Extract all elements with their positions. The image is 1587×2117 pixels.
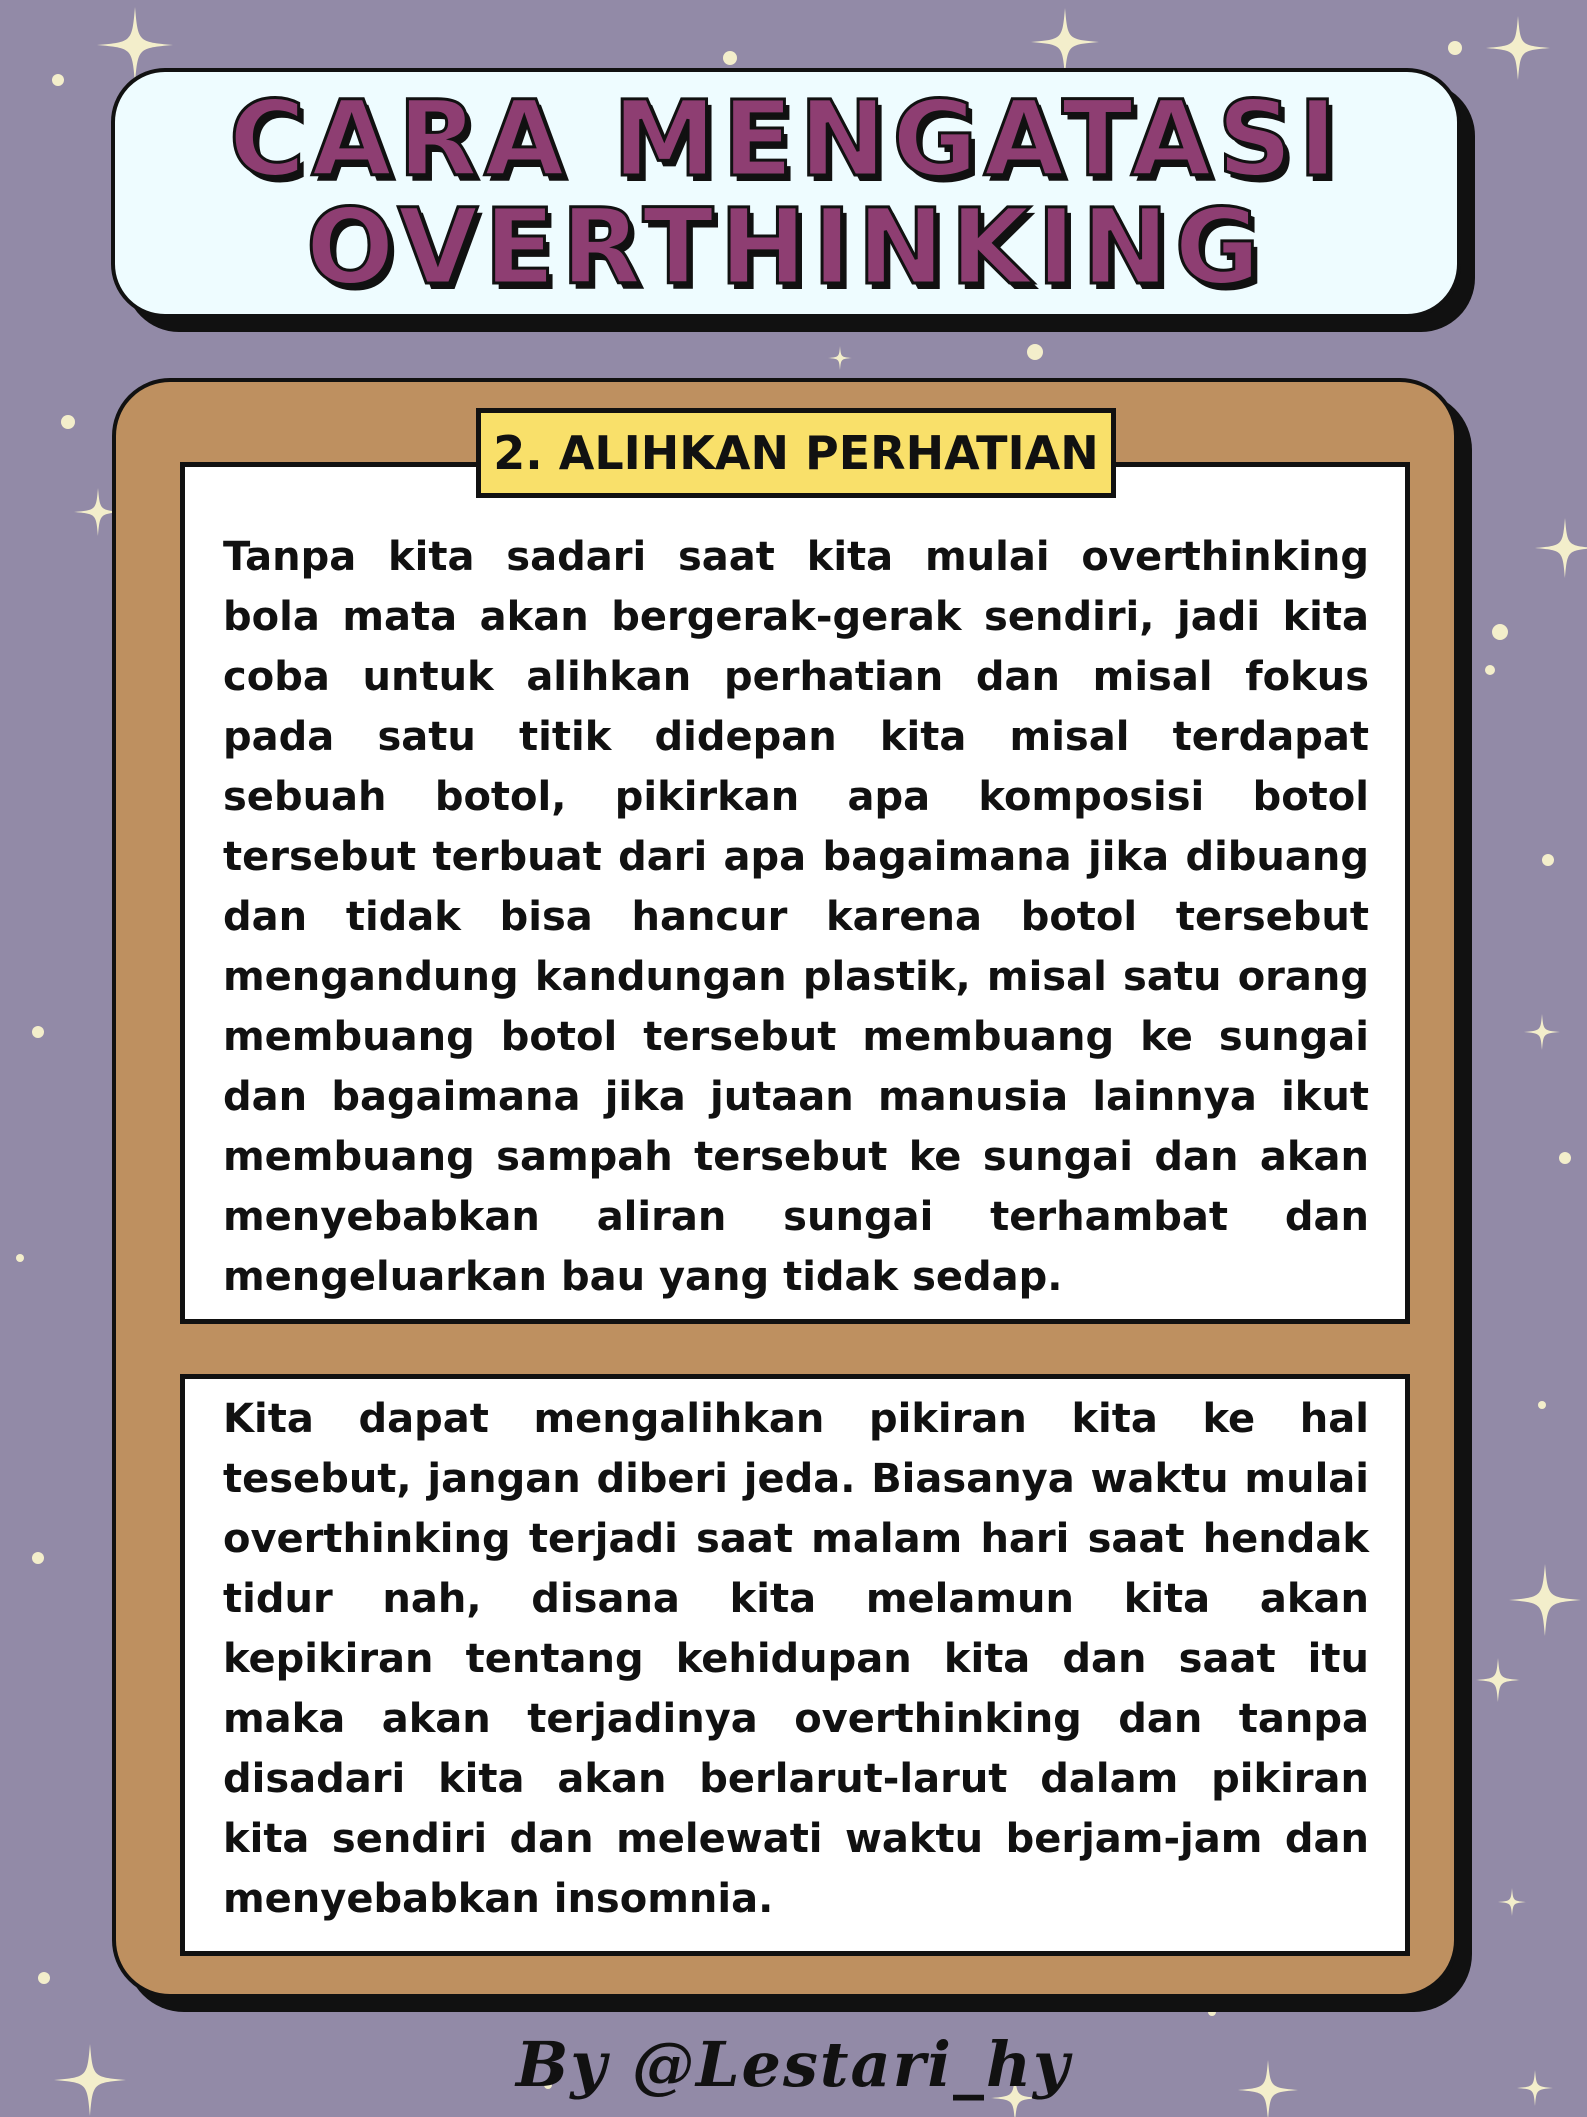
sparkle-icon — [1498, 1888, 1526, 1916]
paragraph-2: Kita dapat mengalihkan pikiran kita ke hal tesebut, jangan diberi jeda. Biasanya waktu mulai overthinking terjadi saat malam hari saat hendak tidur nah, disana kita melamun kita akan kepikiran tentang kehidupan kita dan saat itu maka akan terjadinya overthinking dan tanpa disadari kita akan berlarut-larut dalam pikiran kita sendiri dan melewati waktu berjam-jam dan menyebabkan insomnia. — [223, 1396, 1369, 1922]
section-label: 2. ALIHKAN PERHATIAN — [476, 408, 1116, 498]
sparkle-icon — [1476, 1658, 1520, 1702]
content-board — [112, 378, 1458, 1998]
paragraph-1: Tanpa kita sadari saat kita mulai overthinking bola mata akan bergerak-gerak sendiri, jadi kita coba untuk alihkan perhatian dan misal fokus pada satu titik didepan kita misal terdapat sebuah botol, pikirkan apa komposisi botol tersebut terbuat dari apa bagaimana jika dibuang dan tidak bisa hancur karena botol tersebut mengandung kandungan plastik, misal satu orang membuang botol tersebut membuang ke sungai dan bagaimana jika jutaan manusia lainnya ikut membuang sampah tersebut ke sungai dan akan menyebabkan aliran sungai terhambat dan mengeluarkan bau yang tidak sedap. — [223, 534, 1369, 1300]
sparkle-icon — [1509, 1564, 1581, 1636]
author-credit: By @Lestari_hy — [515, 2028, 1072, 2101]
sparkle-icon — [1031, 8, 1099, 76]
sparkle-icon — [1486, 16, 1550, 80]
sparkle-icon — [1535, 518, 1587, 578]
page-title-line-2: OVERTHINKING — [306, 186, 1266, 308]
sparkle-icon — [1524, 1014, 1560, 1050]
text-panel-1 — [180, 462, 1410, 1324]
title-card — [111, 68, 1461, 318]
text-panel-2 — [180, 1374, 1410, 1956]
page-title-line-1: CARA MENGATASI — [229, 78, 1343, 200]
sparkle-icon — [828, 346, 852, 370]
